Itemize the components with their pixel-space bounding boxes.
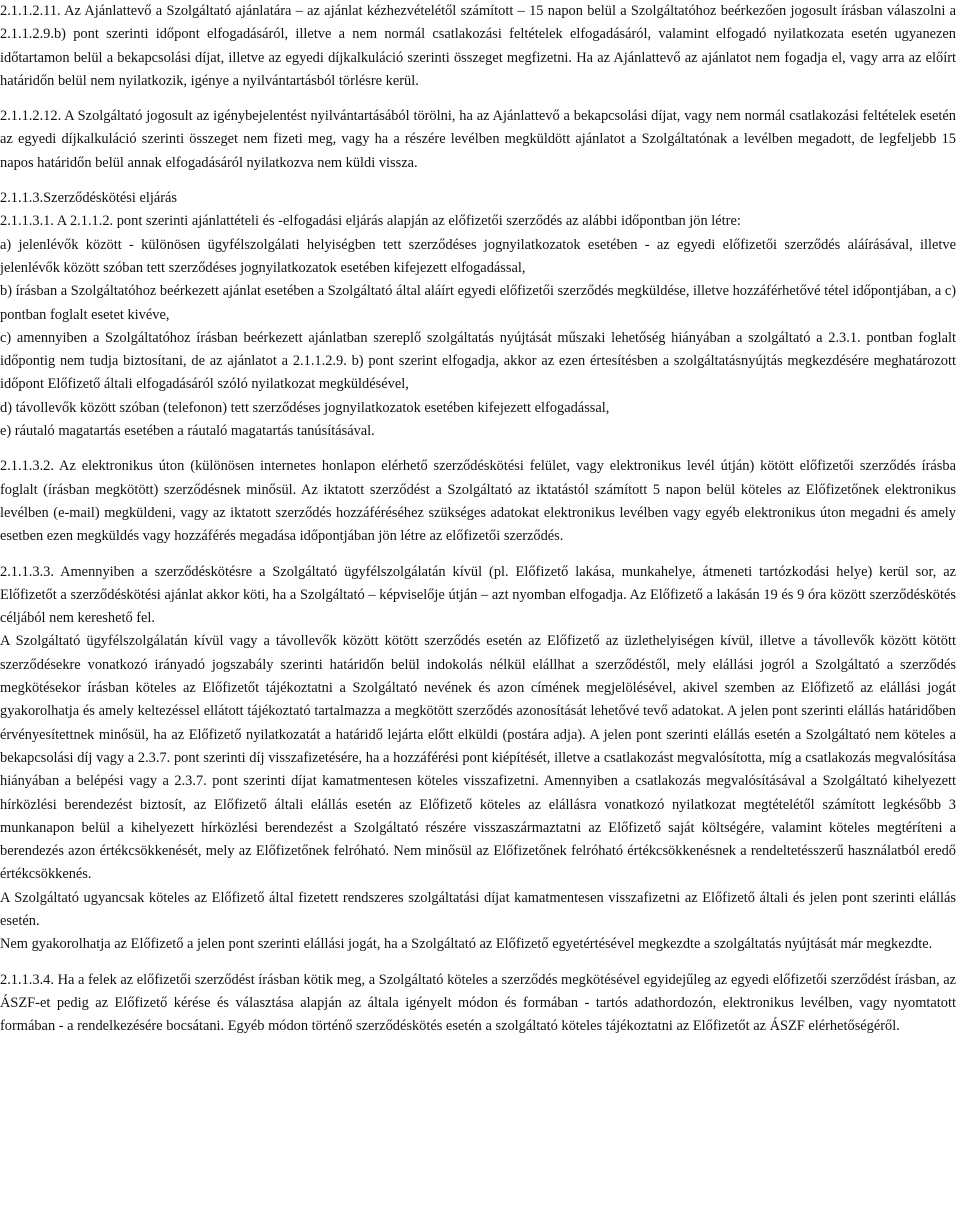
paragraph-kizaras: Nem gyakorolhatja az Előfizető a jelen pont szerinti elállási jogát, ha a Szolgáltató az Előfizető egyetértésével megkezdte a szolgáltatás nyújtását már megkezdte. (0, 936, 933, 953)
paragraph-visszafizetes: A Szolgáltató ugyancsak köteles az Előfizető által fizetett rendszeres szolgáltatási díjat kamatmentesen visszafizetni az Előfizető általi és jelen pont szerinti elállás esetén. (0, 889, 956, 929)
list-item-d: d) távollevők között szóban (telefonon) tett szerződéses jognyilatkozatok esetében kifejezett elfogadással, (0, 399, 610, 416)
paragraph-2-1-1-3-2: 2.1.1.3.2. Az elektronikus úton (különösen internetes honlapon elérhető szerződéskötési felület, vagy elektronikus levél útján) kötött előfizetői szerződés írásba foglalt (írásban megkötött) szerződésnek minősül. Az iktatott szerződést a Szolgáltató az iktatástól számított 5 napon belül köteles az Előfizetőnek elektronikus levélben (e-mail) megküldeni, vagy az iktatott szerződés hozzáféréséhez szükséges adatokat elektronikus levélben vagy egyéb elektronikus úton megadni és amely esetben ezen megküldés vagy hozzáférés megadása időpontjában jön létre az előfizetői szerződés. (0, 458, 956, 545)
paragraph-2-1-1-3-4: 2.1.1.3.4. Ha a felek az előfizetői szerződést írásban kötik meg, a Szolgáltató köteles a szerződés megkötésével egyidejűleg az egyedi előfizetői szerződést írásban, az ÁSZF-et pedig az Előfizető kérése és választása alapján az általa igényelt módon és formában - tartós adathordozón, elektronikus levélben, vagy nyomtatott formában - a rendelkezésére bocsátani. Egyéb módon történő szerződéskötés esetén a szolgáltató köteles tájékoztatni az Előfizetőt az ÁSZF elérhetőségéről. (0, 971, 956, 1035)
section-heading-2-1-1-3: 2.1.1.3.Szerződéskötési eljárás (0, 190, 178, 207)
paragraph-elallas: A Szolgáltató ügyfélszolgálatán kívül vagy a távollevők között kötött szerződés esetén az Előfizető az üzlethelyiségen kívül, illetve a távollevők között kötött szerződésekre vonatkozó irányadó jogszabály szerinti határidőn belül indokolás nélkül elállhat a szerződéstől, mely elállási jogról a Szolgáltató a szerződés megkötésekor írásban köteles az Előfizetőt tájékoztatni a Szolgáltató nevének és azon címének megjelölésével, akivel szemben az Előfizető az elállási jogát gyakorolhatja és amely keltezéssel ellátott tájékoztató tartalmazza a megkötött szerződés azonosítását lehetővé tevő adatokat. A jelen pont szerinti elállás határidőben érvényesítettnek minősül, ha az Előfizető nyilatkozatát a határidő lejárta előtt elküldi (postára adja). A jelen pont szerinti elállás esetén a Szolgáltató nem köteles a bekapcsolási díj vagy a 2.3.7. pont szerinti díj visszafizetésére, ha a hozzáférési pont kiépítését, illetve a csatlakozást megvalósította, míg a csatlakozás megvalósítása hiányában a belépési vagy a 2.3.7. pont szerinti díjat kamatmentesen köteles visszafizetni. Amennyiben a csatlakozás megvalósításával a Szolgáltató kihelyezett hírközlési berendezést biztosít, az Előfizető általi elállás esetén az Előfizető köteles az elállásra vonatkozó nyilatkozat megtételétől számított legkésőbb 3 munkanapon belül a kihelyezett hírközlési berendezést a Szolgáltató részére visszaszármaztatni az Előfizető saját költségére, valamint köteles megtéríteni a berendezés azon értékcsökkenését, mely az Előfizetőnek felróható. Nem minősül az Előfizetőnek felróható értékcsökkenésnek a rendeltetésszerű használatból eredő értékcsökkenés. (0, 633, 956, 883)
list-item-c: c) amennyiben a Szolgáltatóhoz írásban beérkezett ajánlatban szereplő szolgáltatás nyújtását műszaki lehetőség hiányában a szolgáltató a 2.3.1. pontban foglalt időpontig nem tudja biztosítani, de az ajánlatot a 2.1.1.2.9. b) pont szerint elfogadja, akkor az ezen értesítésben a szolgáltatásnyújtás megkezdésére meghatározott időpont Előfizető általi elfogadásáról szóló nyilatkozat megküldésével, (0, 329, 956, 393)
paragraph-2-1-1-2-11: 2.1.1.2.11. Az Ajánlattevő a Szolgáltató ajánlatára – az ajánlat kézhezvételétől számított – 15 napon belül a Szolgáltatóhoz beérkezően jogosult írásban válaszolni a 2.1.1.2.9.b) pont szerinti időpont elfogadásáról, illetve a nem normál csatlakozási feltételek elfogadásáról, valamint elfogadó nyilatkozata esetén ugyanezen időtartamon belül a bekapcsolási díjat, illetve az egyedi díjkalkuláció szerinti összeget megfizetni. Ha az Ajánlattevő az ajánlatot nem fogadja el, vagy arra az előírt határidőn belül nem nyilatkozik, igénye a nyilvántartásból törlésre kerül. (0, 3, 956, 89)
list-item-b: b) írásban a Szolgáltatóhoz beérkezett ajánlat esetében a Szolgáltató által aláírt egyedi előfizetői szerződés megküldése, illetve hozzáférhetővé tétel időpontjában, a c) pontban foglalt esetet kivéve, (0, 283, 956, 323)
list-item-a: a) jelenlévők között - különösen ügyfélszolgálati helyiségben tett szerződéses jognyilatkozatok esetében - az egyedi előfizetői szerződés aláírásával, illetve jelenlévők között szóban tett szerződéses jognyilatkozatok esetében kifejezett elfogadással, (0, 236, 956, 276)
paragraph-2-1-1-2-12: 2.1.1.2.12. A Szolgáltató jogosult az igénybejelentést nyilvántartásából törölni, ha az Ajánlattevő a bekapcsolási díjat, vagy nem normál csatlakozási feltételek esetén az egyedi díjkalkuláció szerinti összeget nem fizeti meg, vagy ha a részére levélben megküldött ajánlatot a Szolgáltatónak a levélben megadott, de legfeljebb 15 napos határidőn belül annak elfogadásáról nyilatkozva nem küldi vissza. (0, 108, 956, 171)
list-item-e: e) ráutaló magatartás esetében a ráutaló magatartás tanúsításával. (0, 423, 375, 440)
paragraph-2-1-1-3-3: 2.1.1.3.3. Amennyiben a szerződéskötésre a Szolgáltató ügyfélszolgálatán kívül (pl. Előfizető lakása, munkahelye, átmeneti tartózkodási helye) kerül sor, az Előfizetőt a szerződéskötési ajánlat akkor köti, ha a Szolgáltató – képviselője útján – azt nyomban elfogadja. Az Előfizető a lakásán 19 és 9 óra között szerződéskötés céljából nem kereshető fel. (0, 563, 956, 627)
paragraph-2-1-1-3-1: 2.1.1.3.1. A 2.1.1.2. pont szerinti ajánlattételi és -elfogadási eljárás alapján az előfizetői szerződés az alábbi időpontban jön létre: (0, 213, 741, 230)
